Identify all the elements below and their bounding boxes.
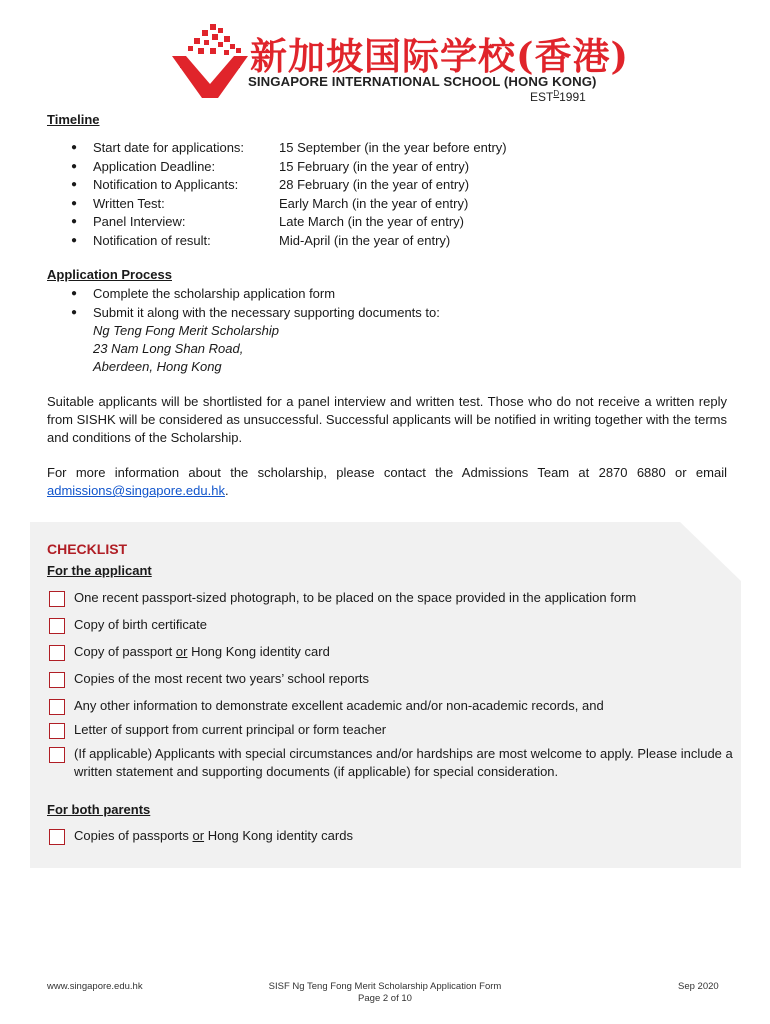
address-line: Aberdeen, Hong Kong: [93, 359, 222, 374]
checklist-item-text: Copies of the most recent two years’ school reports: [74, 671, 370, 686]
timeline-value: Early March (in the year of entry): [279, 195, 469, 211]
checkbox[interactable]: [49, 699, 65, 715]
checklist-item-text: Copies of passports or Hong Kong identity cards: [74, 828, 353, 843]
timeline-item: [64, 195, 664, 214]
footer-form-title: SISF Ng Teng Fong Merit Scholarship Application Form: [268, 981, 502, 992]
checklist-item-text: (If applicable) Applicants with special circumstances and/or hardships are most welcome to apply. Please include a written statement and supporting documents (if applicable) for special consideration.: [74, 746, 733, 779]
checkbox[interactable]: [49, 591, 65, 607]
address-line: Ng Teng Fong Merit Scholarship: [93, 323, 279, 338]
checkbox[interactable]: [49, 829, 65, 845]
footer-website: www.singapore.edu.hk: [47, 981, 143, 992]
logo-chinese-name: 新加坡国际学校(香港): [250, 34, 630, 78]
bullet-icon: ●: [70, 197, 78, 209]
established-year: $EST^D1991$: [530, 89, 586, 104]
shortlist-paragraph: Suitable applicants will be shortlisted for a panel interview and written test. Those who do not receive a written reply from SISHK will be considered as unsuccessful. Successful applicants will be notified in writing together with the terms and conditions of the Scholarship.: [47, 394, 727, 445]
timeline-item: [64, 158, 664, 177]
bullet-icon: ●: [70, 216, 78, 227]
timeline-label: Start date for applications:: [93, 140, 245, 155]
timeline-value: 15 September (in the year before entry): [279, 140, 507, 155]
timeline-item: [64, 213, 664, 232]
checkbox[interactable]: [49, 618, 65, 634]
parents-heading: For both parents: [47, 802, 151, 817]
address-line: 23 Nam Long Shan Road,: [93, 341, 244, 356]
checklist-item-text: Copy of passport or Hong Kong identity card: [74, 644, 330, 659]
logo-english-name: SINGAPORE INTERNATIONAL SCHOOL (HONG KONG): [248, 74, 597, 89]
bullet-icon: ●: [70, 160, 78, 172]
timeline-item: [64, 176, 664, 195]
process-item-text: Submit it along with the necessary supporting documents to:: [93, 304, 440, 320]
checklist-item-text: One recent passport-sized photograph, to be placed on the space provided in the application form: [74, 590, 637, 605]
timeline-value: Mid-April (in the year of entry): [279, 232, 451, 248]
bullet-icon: ●: [70, 234, 78, 246]
contact-paragraph: For more information about the scholarship, please contact the Admissions Team at 2870 6880 or email admissions@singapore.edu.hk.: [47, 465, 727, 498]
bullet-icon: ●: [70, 288, 78, 299]
timeline-item: [64, 139, 664, 158]
process-list: [64, 285, 664, 322]
bullet-icon: ●: [70, 306, 78, 318]
process-item-text: Complete the scholarship application form: [93, 286, 336, 301]
mailing-address: [93, 322, 279, 376]
bullet-icon: ●: [70, 179, 78, 190]
admissions-email-link[interactable]: admissions@singapore.edu.hk: [47, 483, 225, 498]
footer-center: [200, 981, 570, 1005]
applicant-heading: For the applicant: [47, 563, 152, 578]
timeline-label: Panel Interview:: [93, 214, 186, 229]
timeline-label: Written Test:: [93, 195, 165, 211]
timeline-value: 15 February (in the year of entry): [279, 158, 470, 174]
footer-date: Sep 2020: [678, 981, 719, 992]
timeline-label: Application Deadline:: [93, 158, 216, 174]
checkbox[interactable]: [49, 645, 65, 661]
checklist-item-text: Copy of birth certificate: [74, 617, 207, 632]
checklist-item-text: Letter of support from current principal or form teacher: [74, 722, 387, 737]
timeline-item: [64, 232, 664, 251]
timeline-label: Notification of result:: [93, 232, 211, 248]
timeline-value: Late March (in the year of entry): [279, 214, 464, 229]
timeline-heading: Timeline: [47, 112, 100, 127]
timeline-list: [64, 139, 664, 250]
footer-page-number: Page 2 of 10: [358, 993, 412, 1004]
process-item: [64, 304, 664, 323]
application-process-heading: Application Process: [47, 267, 172, 282]
timeline-value: 28 February (in the year of entry): [279, 177, 470, 192]
checkbox[interactable]: [49, 672, 65, 688]
checkbox[interactable]: [49, 747, 65, 763]
school-logo-mark: [172, 22, 248, 98]
timeline-label: Notification to Applicants:: [93, 177, 239, 192]
checkbox[interactable]: [49, 723, 65, 739]
panel-folded-corner: [680, 522, 742, 582]
checklist-item-text: Any other information to demonstrate excellent academic and/or non-academic records, and: [74, 698, 604, 713]
bullet-icon: ●: [70, 142, 78, 153]
process-item: [64, 285, 664, 304]
checklist-title: CHECKLIST: [47, 541, 128, 557]
